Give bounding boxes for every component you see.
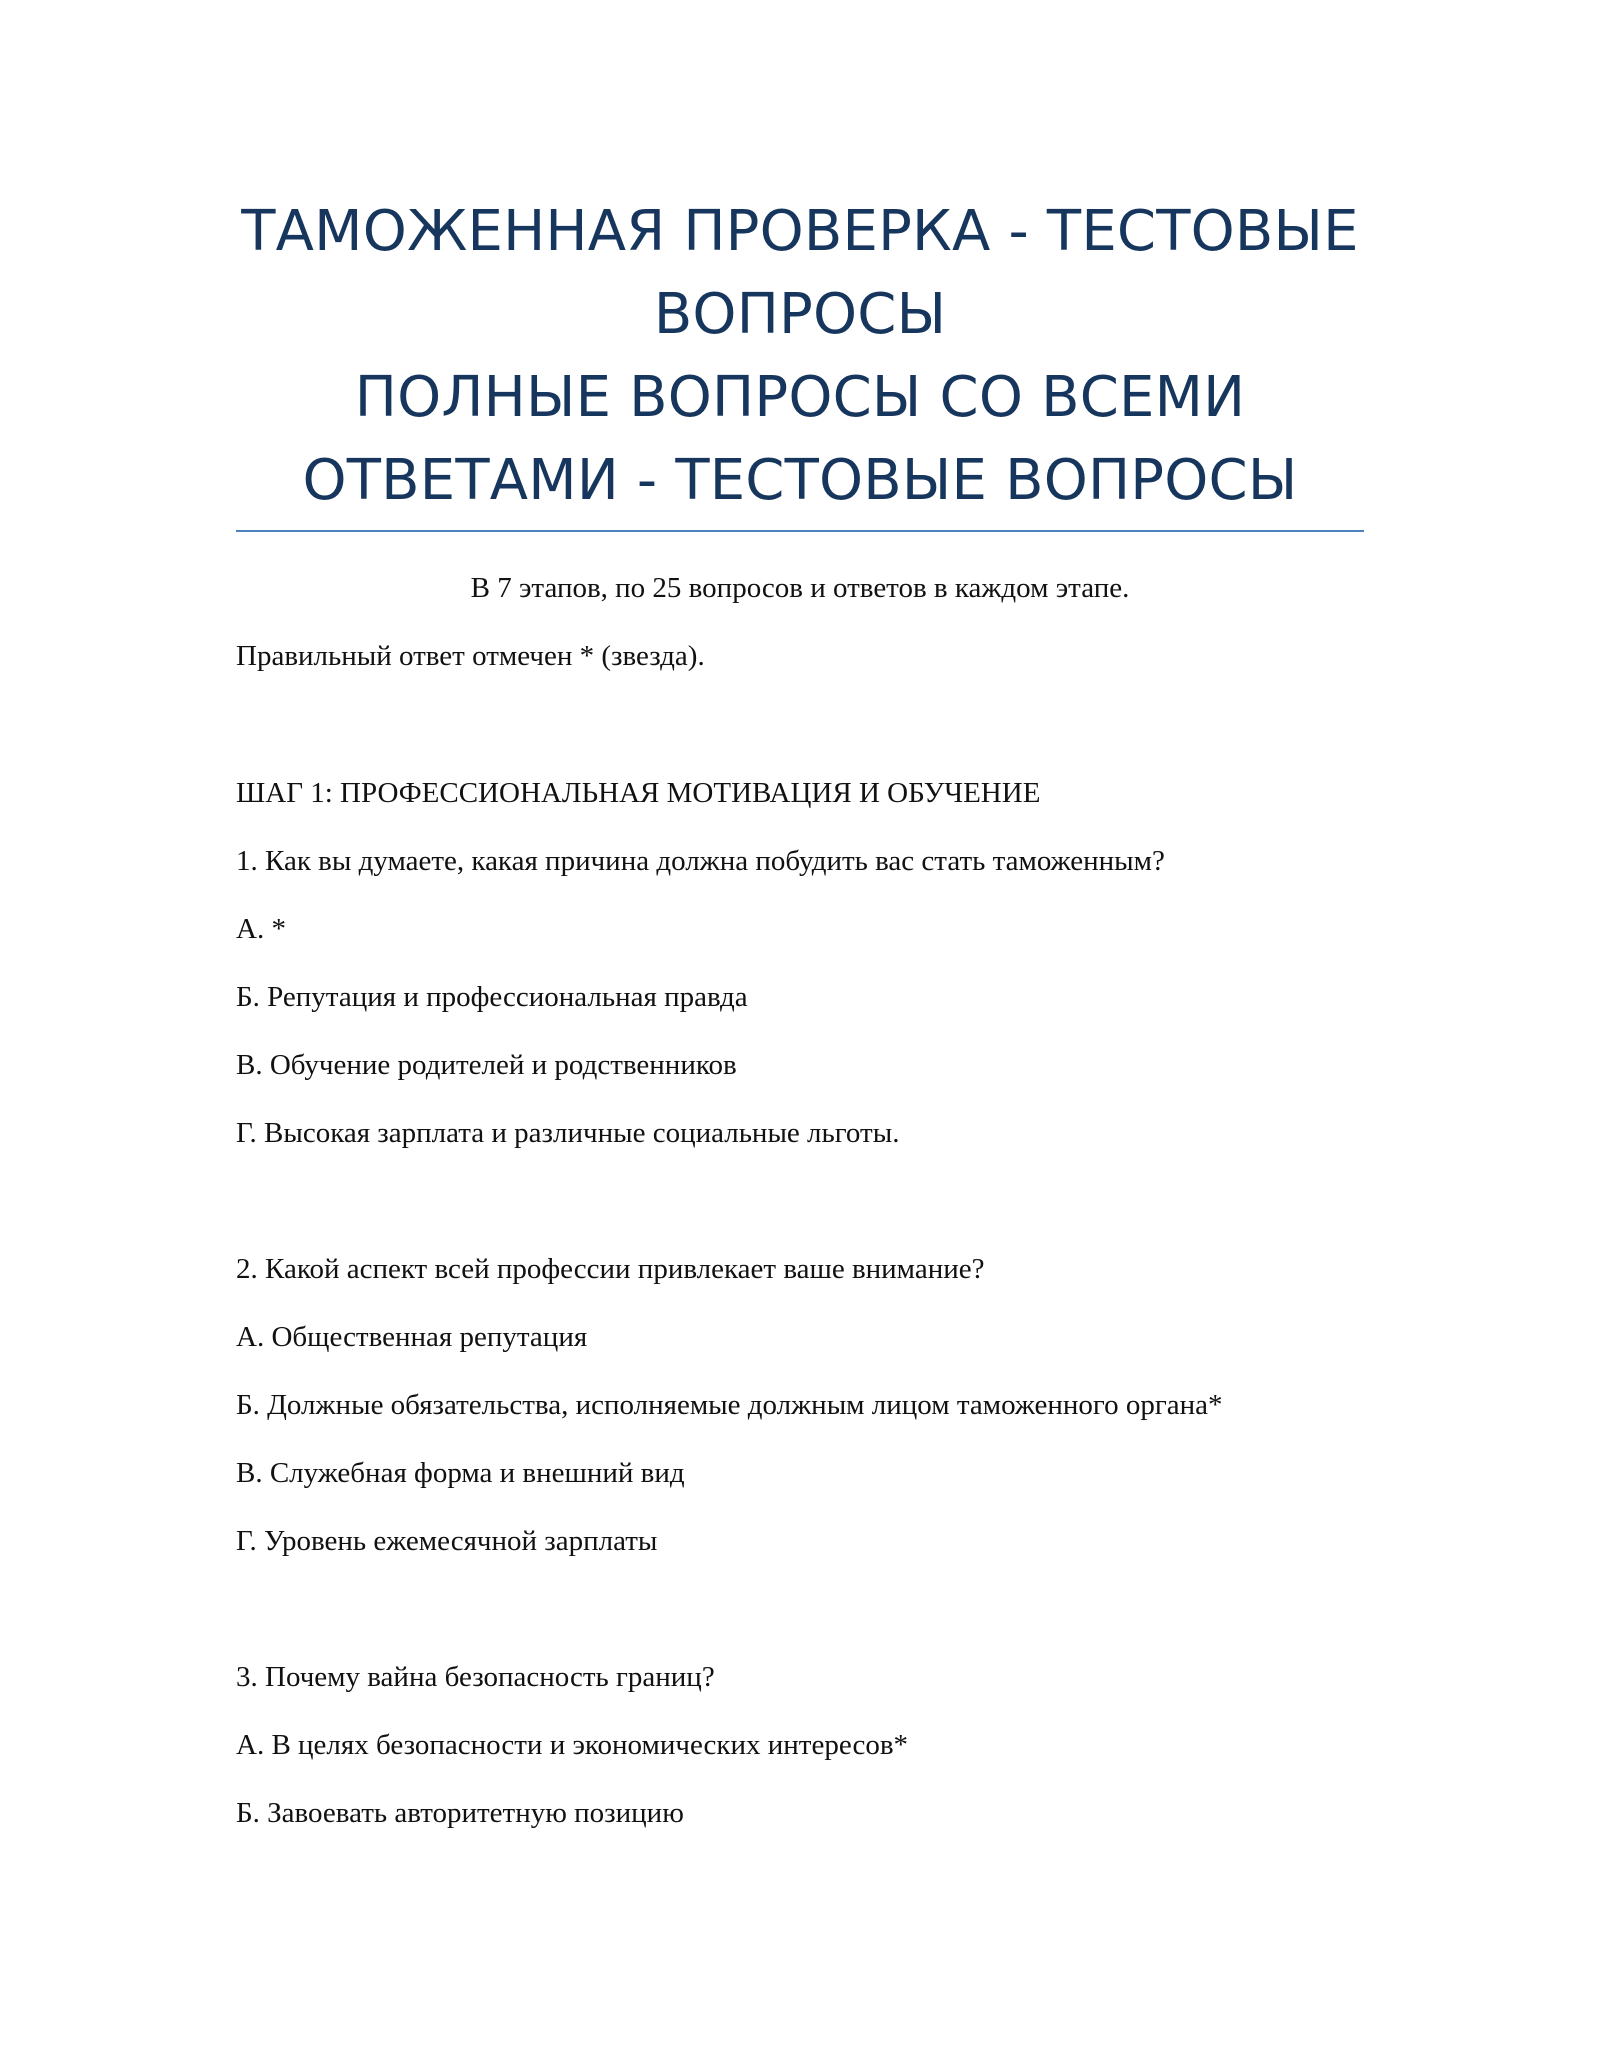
intro-text: В 7 этапов, по 25 вопросов и ответов в каждом этапе. bbox=[470, 572, 1130, 604]
question-block bbox=[236, 844, 1364, 1150]
answer-option: А. * bbox=[236, 913, 286, 945]
document-title bbox=[236, 190, 1364, 522]
title-underline-divider bbox=[236, 530, 1364, 532]
answer-option: Г. Уровень ежемесячной зарплаты bbox=[236, 1525, 658, 1557]
answer-option: Б. Должные обязательства, исполняемые должным лицом таможенного органа* bbox=[236, 1389, 1223, 1421]
title-line: ПОЛНЫЕ ВОПРОСЫ СО ВСЕМИ bbox=[354, 365, 1246, 430]
answer-option: Б. Репутация и профессиональная правда bbox=[236, 981, 748, 1013]
test-content bbox=[236, 776, 1364, 1864]
title-line: ОТВЕТАМИ - ТЕСТОВЫЕ ВОПРОСЫ bbox=[302, 448, 1298, 513]
answer-option: В. Служебная форма и внешний вид bbox=[236, 1457, 685, 1489]
answer-option: Б. Завоевать авторитетную позицию bbox=[236, 1797, 684, 1829]
answer-option: А. В целях безопасности и экономических интересов* bbox=[236, 1729, 909, 1761]
paragraph-spacer bbox=[236, 1184, 1364, 1252]
answer-option: Г. Высокая зарплата и различные социальные льготы. bbox=[236, 1117, 900, 1149]
question-text: 3. Почему вайна безопасность границ? bbox=[236, 1661, 715, 1693]
question-block bbox=[236, 1660, 1364, 1830]
answer-option: В. Обучение родителей и родственников bbox=[236, 1049, 737, 1081]
answer-option: А. Общественная репутация bbox=[236, 1321, 588, 1353]
title-line: ВОПРОСЫ bbox=[653, 282, 947, 347]
question-text: 1. Как вы думаете, какая причина должна побудить вас стать таможенным? bbox=[236, 845, 1165, 877]
paragraph-spacer bbox=[236, 1592, 1364, 1660]
question-text: 2. Какой аспект всей профессии привлекает ваше внимание? bbox=[236, 1253, 985, 1285]
question-block bbox=[236, 1252, 1364, 1558]
title-line: ТАМОЖЕННАЯ ПРОВЕРКА - ТЕСТОВЫЕ bbox=[241, 199, 1359, 264]
step-heading: ШАГ 1: ПРОФЕССИОНАЛЬНАЯ МОТИВАЦИЯ И ОБУЧЕНИЕ bbox=[236, 777, 1041, 809]
answer-key-note: Правильный ответ отмечен * (звезда). bbox=[236, 640, 705, 672]
